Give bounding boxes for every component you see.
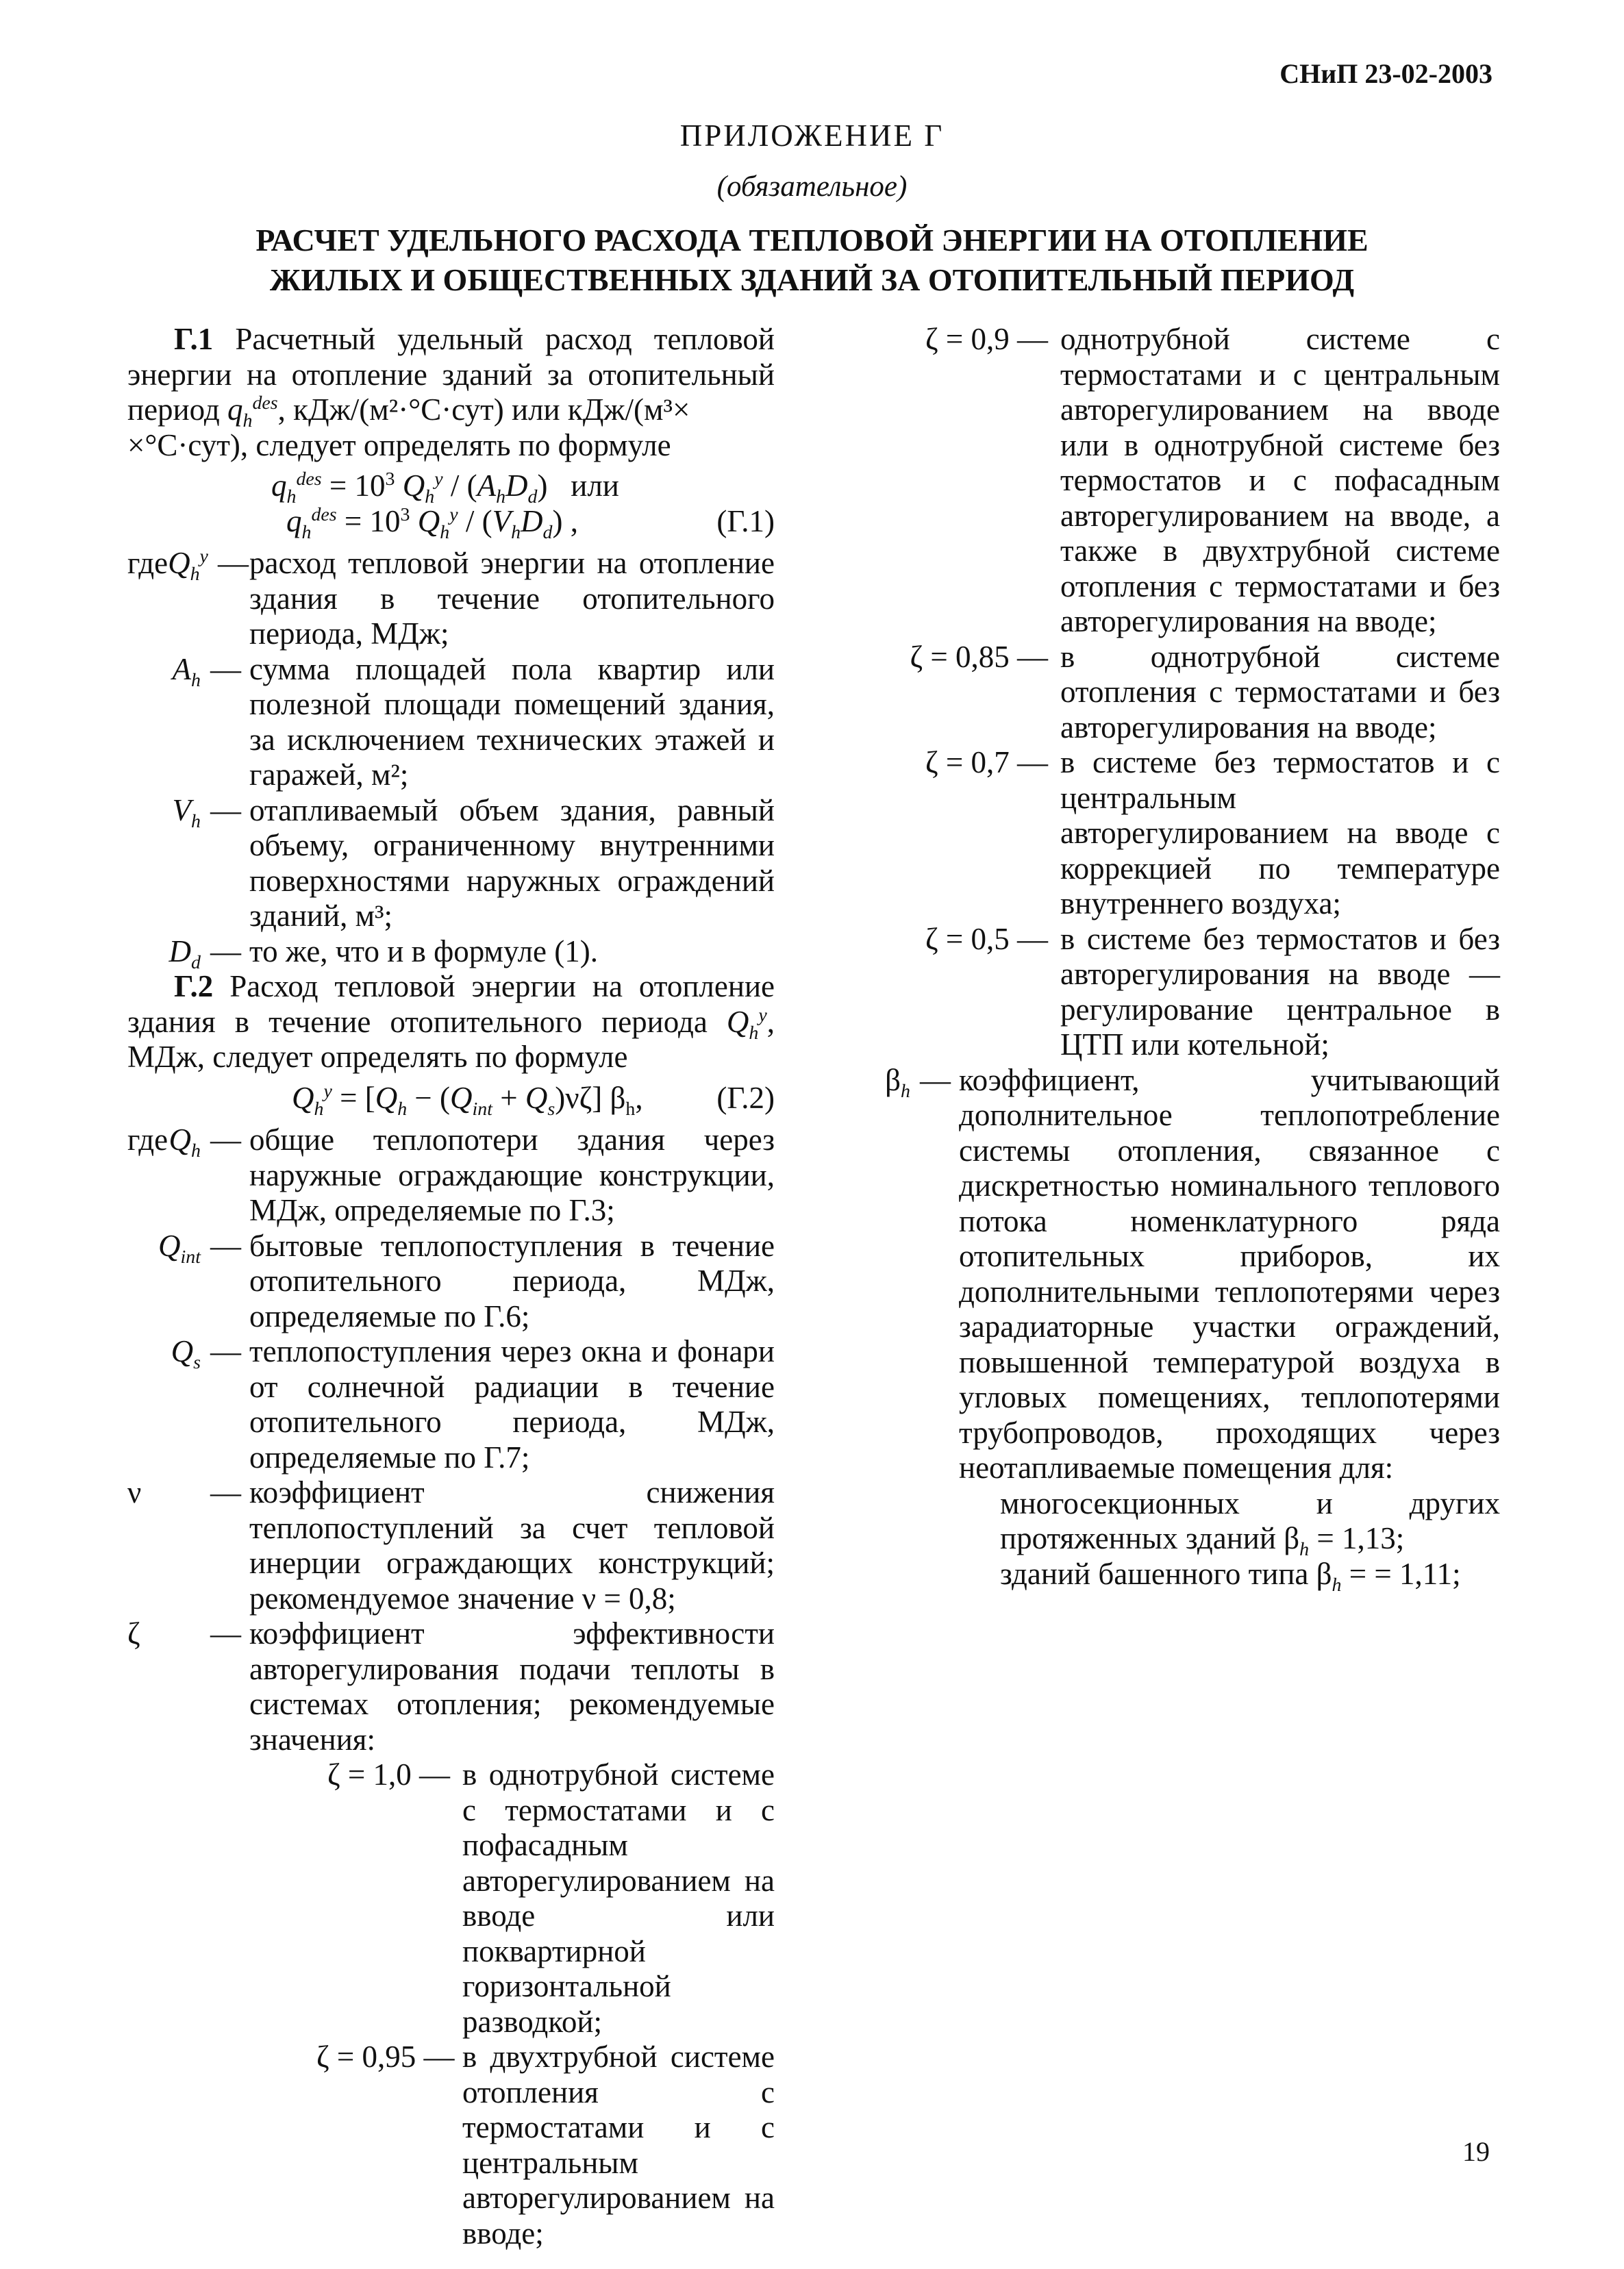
- formula-number: (Г.1): [716, 503, 775, 538]
- formula-line: $Q_h^y = [Q_h - (Q_{int} + Q_s)\nu\zeta]$ $\beta_h$,: [292, 1080, 643, 1120]
- paragraph-g1: Г.1 Расчетный удельный расход тепловой энергии на отопление зданий за отопительный период $q_h^{des}$, кДж/(м²·°С·сут) или кДж/(м³× ×°С·сут), следует определять по формуле: [127, 322, 775, 462]
- definition-nu: ν — коэффициент снижения теплопоступлений за счет тепловой инерции ограждающих конструкций; рекомендуемое значение ν = 0,8;: [127, 1475, 775, 1616]
- definition-dd: $D_d$ — то же, что и в формуле (1).: [168, 933, 598, 973]
- definition-qs: $Q_s$ — теплопоступления через окна и фонари от солнечной радиации в течение отопительного периода, МДж, определяемые по Г.7;: [171, 1334, 775, 1475]
- clause-number: Г.1: [174, 322, 214, 356]
- beta-multisection: многосекционных и других протяженных зданий $\beta_h = 1,13$;: [1000, 1485, 1500, 1560]
- zeta-value-item: ζ = 0,7 — в системе без термостатов и с центральным авторегулированием на вводе с коррекцией по температуре внутреннего воздуха;: [925, 745, 1500, 920]
- zeta-value-item: ζ = 0,9 — однотрубной системе с термостатами и с центральным авторегулированием на вводе или в однотрубной системе без термостатов и с пофасадным авторегулированием на вводе, а также в двухтрубной системе отопления с термостатами и без авторегулирования на вводе;: [925, 322, 1500, 638]
- definition-ah: $A_h$ — сумма площадей пола квартир или полезной площади помещений здания, за исключением технических этажей и гаражей, м²;: [172, 651, 775, 792]
- formula-line: $q_h^{des} = 10^3$ $Q_h^y / (A_hD_d)$ или: [271, 468, 619, 507]
- definition-zeta: ζ — коэффициент эффективности авторегулирования подачи теплоты в системах отопления; рекомендуемые значения:: [127, 1616, 775, 1757]
- definition-qhy: где $Q_h^y$ — расход тепловой энергии на отопление здания в течение отопительного периода, МДж;: [127, 546, 775, 651]
- left-column: [127, 322, 775, 2251]
- zeta-value-item: ζ = 0,85 — в однотрубной системе отопления с термостатами и без авторегулирования на вводе;: [910, 639, 1500, 744]
- zeta-value-item: ζ = 0,5 — в системе без термостатов и без авторегулирования на вводе — регулирование центральное в ЦТП или котельной;: [925, 921, 1500, 1062]
- beta-tower: зданий башенного типа $\beta_h$ = = 1,11;: [1000, 1556, 1461, 1596]
- paragraph-g2: Г.2 Расход тепловой энергии на отопление здания в течение отопительного периода $Q_h^y$, МДж, следует определять по формуле: [127, 969, 775, 1074]
- zeta-value-item: ζ = 1,0 — в однотрубной системе с термостатами и с пофасадным авторегулированием на вводе или поквартирной горизонтальной разводкой;: [327, 1757, 775, 2039]
- definition-qint: $Q_{int}$ — бытовые теплопоступления в течение отопительного периода, МДж, определяемые по Г.6;: [158, 1228, 775, 1333]
- formula-g2: [127, 1080, 775, 1120]
- page-number: 19: [1462, 2136, 1490, 2167]
- definition-qh: где $Q_h$ — общие теплопотери здания через наружные ограждающие конструкции, МДж, определяемые по Г.3;: [127, 1123, 775, 1227]
- appendix-status: (обязательное): [716, 171, 908, 203]
- definition-beta: $\beta_h$ — коэффициент, учитывающий дополнительное теплопотребление системы отопления, связанное с дискретностью номинального теплового потока номенклатурного ряда отопительных приборов, их дополнительными теплопотерями через зарадиаторные участки ограждений, повышенной температурой воздуха в угловых помещениях, теплопотерями трубопроводов, проходящих через неотапливаемые помещения для:: [885, 1062, 1500, 1485]
- title-line-2: ЖИЛЫХ И ОБЩЕСТВЕННЫХ ЗДАНИЙ ЗА ОТОПИТЕЛЬНЫЙ ПЕРИОД: [269, 262, 1355, 297]
- title-line-1: РАСЧЕТ УДЕЛЬНОГО РАСХОДА ТЕПЛОВОЙ ЭНЕРГИИ НА ОТОПЛЕНИЕ: [255, 223, 1369, 258]
- clause-number: Г.2: [174, 969, 214, 1003]
- appendix-label: ПРИЛОЖЕНИЕ Г: [679, 118, 945, 153]
- formula-g1: [127, 468, 775, 543]
- right-column: [860, 322, 1500, 1596]
- symbol-qhdes: $q_h^{des}$: [227, 392, 278, 431]
- appendix-title: [0, 221, 1624, 300]
- document-code: СНиП 23-02-2003: [1279, 58, 1492, 89]
- formula-number: (Г.2): [716, 1080, 775, 1115]
- formula-line: $q_h^{des} = 10^3$ $Q_h^y / (V_hD_d)$ ,: [286, 503, 578, 543]
- zeta-value-item: ζ = 0,95 — в двухтрубной системе отопления с термостатами и с центральным авторегулированием на вводе;: [316, 2040, 775, 2251]
- definition-vh: $V_h$ — отапливаемый объем здания, равный объему, ограниченному внутренними поверхностями наружных ограждений зданий, м³;: [172, 792, 775, 933]
